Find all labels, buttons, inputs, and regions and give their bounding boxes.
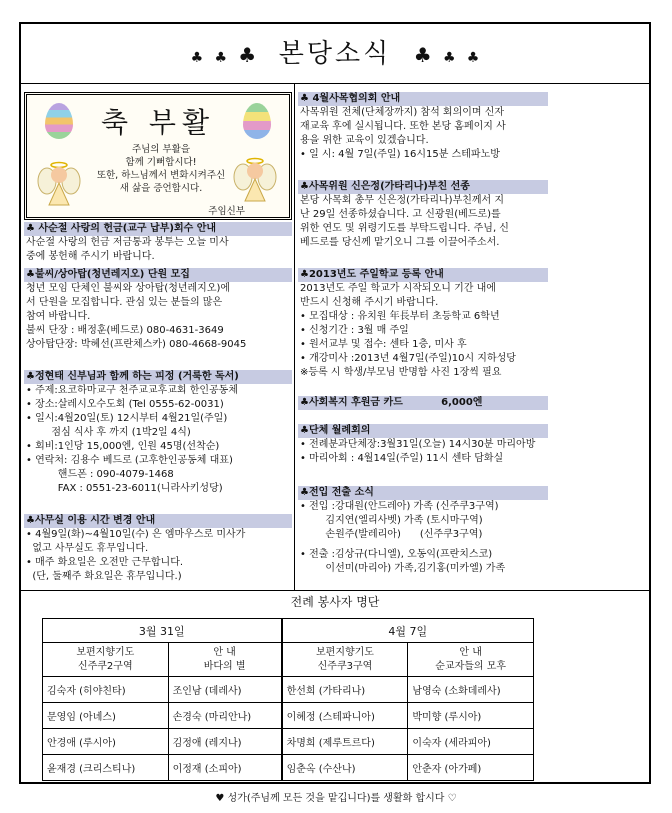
roster-cell: 박미향 (루시아) [408, 703, 534, 729]
table-row [43, 703, 534, 729]
section-title: ♣단체 월례회의 [298, 424, 548, 438]
section-title: ♣사무실 이용 시간 변경 안내 [24, 514, 292, 528]
section-line: • 일 시: 4월 7일(주일) 16시15분 스테파노방 [300, 149, 500, 160]
welfare-card-notice [298, 396, 548, 410]
office-hours-notice [24, 514, 292, 584]
section-line: 베드로를 당신께 맡기오니 그를 이끌어주소서. [300, 237, 500, 248]
roster-cell: 이정재 (소피아) [168, 755, 282, 781]
section-line: FAX : 0551-23-6011(니라사키성당) [26, 483, 223, 494]
table-row [43, 677, 534, 703]
roster-table [42, 618, 534, 781]
page-title [21, 24, 649, 84]
roster-cell: 윤재경 (크리스티나) [43, 755, 169, 781]
section-line: • 일시:4월20일(토) 12시부터 4월21일(주일) [26, 413, 228, 424]
sunday-school-notice [298, 268, 548, 380]
retreat-notice [24, 370, 292, 496]
roster-cell: 안춘자 (아가페) [408, 755, 534, 781]
section-line: • 장소:살레시오수도회 (Tel 0555-62-0031) [26, 399, 224, 410]
section-line: 중에 봉헌해 주시기 바랍니다. [26, 251, 155, 262]
section-line: • 전출 :김상규(다니엘), 오동익(프란치스코) [300, 549, 493, 560]
section-title: ♣사회복지 후원금 카드 6,000엔 [298, 396, 548, 410]
section-title: ♣정현태 신부님과 함께 하는 피정 (거룩한 독서) [24, 370, 292, 384]
roster-cell: 김정애 (레지나) [168, 729, 282, 755]
club-ornament-icon: ♣ [214, 50, 228, 66]
section-line: • 마리아회 : 4월14일(주일) 11시 센타 담화실 [300, 453, 504, 464]
page-title-text: 본당소식 [278, 39, 392, 69]
roster-cell: 한선희 (가타리나) [282, 677, 408, 703]
lent-offering-notice [24, 222, 292, 264]
section-line: 서 단원을 모집합니다. 관심 있는 분들의 많은 [26, 297, 223, 308]
roster-title: 전례 봉사자 명단 [21, 590, 649, 613]
section-line: 손원주(발레리아) (신주쿠3구역) [300, 529, 483, 540]
section-line: 상아탑단장: 박혜선(프란체스카) 080-4668-9045 [26, 339, 247, 350]
roster-cell: 김숙자 (히야친타) [43, 677, 169, 703]
section-line: 청년 모임 단체인 불씨와 상아탑(청년레지오)에 [26, 283, 231, 294]
roster-cell: 이혜정 (스테파니아) [282, 703, 408, 729]
section-title: ♣사목위원 신은정(가타리나)부친 선종 [298, 180, 548, 194]
section-title: ♣전입 전출 소식 [298, 486, 548, 500]
roster-header: 안 내 바다의 별 [168, 643, 282, 677]
easter-line: 새 삶을 증언합시다. [119, 183, 203, 194]
section-line: 본당 사목회 총무 신은정(가타리나)부친께서 지 [300, 195, 505, 206]
section-line: • 회비:1인당 15,000엔, 인원 45명(선착순) [26, 441, 220, 452]
condolence-notice [298, 180, 548, 250]
section-line: 사순절 사랑의 헌금 저금통과 봉투는 오늘 미사 [26, 237, 229, 248]
section-line: 점심 식사 후 까지 (1박2일 4식) [26, 427, 191, 438]
section-line: 참여 바랍니다. [26, 311, 91, 322]
section-line: • 4월9일(화)~4월10일(수) 은 엠마우스로 미사가 [26, 529, 246, 540]
roster-cell: 차명희 (제루트르다) [282, 729, 408, 755]
footer-slogan: ♥ 성가(주님께 모든 것을 맡깁니다)를 생활화 합시다 ♡ [215, 793, 457, 804]
roster-header: 보편지향기도 신주쿠2구역 [43, 643, 169, 677]
section-line: 난 29일 선종하셨습니다. 고 신광원(베드로)를 [300, 209, 501, 220]
roster-header: 안 내 순교자들의 모후 [408, 643, 534, 677]
section-title: ♣ 4월사목협의회 안내 [298, 92, 548, 106]
section-line: • 신청기간 : 3월 매 주일 [300, 325, 409, 336]
easter-line: 함께 기뻐합시다! [125, 157, 197, 168]
section-line: • 전례분과단체장:3월31일(오늘) 14시30분 마리아방 [300, 439, 536, 450]
transfer-notice [298, 486, 548, 576]
roster-date: 4월 7일 [282, 619, 534, 643]
club-ornament-icon: ♣ [190, 50, 204, 66]
pastoral-council-notice [298, 92, 548, 162]
section-line: 김지연(엘리사벳) 가족 (토시마구역) [300, 515, 483, 526]
club-ornament-icon: ♣ [238, 43, 257, 67]
roster-date: 3월 31일 [43, 619, 282, 643]
section-title: ♣ 사순절 사랑의 헌금(교구 납부)회수 안내 [24, 222, 292, 236]
roster-cell: 이숙자 (세라피아) [408, 729, 534, 755]
roster-cell: 문영임 (아녜스) [43, 703, 169, 729]
group-meeting-notice [298, 424, 548, 466]
table-row [43, 729, 534, 755]
section-line: (단, 둘째주 화요일은 휴무입니다.) [26, 571, 182, 582]
section-title: ♣불씨/상아탑(청년레지오) 단원 모집 [24, 268, 292, 282]
section-line: • 개강미사 :2013년 4월7일(주일)10시 지하성당 [300, 353, 516, 364]
section-line: 사목위원 전체(단체장까지) 참석 회의이며 신자 [300, 107, 505, 118]
section-line: • 연락처: 김용수 베드로 (고후한인공동체 대표) [26, 455, 233, 466]
section-line: 없고 사무실도 휴무입니다. [26, 543, 149, 554]
club-ornament-icon: ♣ [413, 43, 432, 67]
section-line: • 주제:요코하마교구 천주교교후교회 한인공동체 [26, 385, 239, 396]
easter-signature: 주임신부 [208, 206, 245, 217]
section-line: ※등록 시 학생/부모님 반명함 사진 1장씩 필요 [300, 367, 502, 378]
club-ornament-icon: ♣ [466, 50, 480, 66]
roster-header: 보편지향기도 신주쿠3구역 [282, 643, 408, 677]
section-line: 2013년도 주일 학교가 시작되오니 기간 내에 [300, 283, 496, 294]
club-ornament-icon: ♣ [442, 50, 456, 66]
roster-cell: 임춘옥 (수산나) [282, 755, 408, 781]
roster-cell: 손경숙 (마리안나) [168, 703, 282, 729]
roster-cell: 안경애 (루시아) [43, 729, 169, 755]
section-line: • 매주 화요일은 오전만 근무합니다. [26, 557, 184, 568]
section-line: 이선미(마리아) 가족,김기홍(미카엘) 가족 [300, 563, 506, 574]
roster-cell: 조인남 (데레사) [168, 677, 282, 703]
section-line: 용을 위한 교육이 있겠습니다. [300, 135, 429, 146]
section-line: 재교육 후에 실시됩니다. 또한 본당 홈페이지 사 [300, 121, 506, 132]
section-line: 불씨 단장 : 배정훈(베드로) 080-4631-3649 [26, 325, 224, 336]
youth-recruitment-notice [24, 268, 292, 352]
section-title: ♣2013년도 주일학교 등록 안내 [298, 268, 548, 282]
column-divider [294, 84, 295, 590]
section-line: • 전입 :강대원(안드레아) 가족 (신주쿠3구역) [300, 501, 499, 512]
table-row [43, 755, 534, 781]
easter-line: 또한, 하느님께서 변화시켜주신 [96, 170, 226, 181]
angel-icon [37, 159, 81, 207]
easter-greeting-box [24, 92, 292, 220]
easter-line: 주님의 부활을 [131, 144, 191, 155]
roster-cell: 남영숙 (소화데레사) [408, 677, 534, 703]
section-line: • 모집대상 : 유치원 年長부터 초등학교 6학년 [300, 311, 500, 322]
easter-message [77, 143, 245, 195]
section-line: 핸드폰 : 090-4079-1468 [26, 469, 174, 480]
easter-title: 축 부활 [100, 106, 216, 139]
section-line: 반드시 신청해 주시기 바랍니다. [300, 297, 439, 308]
section-line: 위한 연도 및 위령기도를 부탁드립니다. 주님, 신 [300, 223, 509, 234]
section-line: • 원서교부 및 접수: 센타 1층, 미사 후 [300, 339, 467, 350]
